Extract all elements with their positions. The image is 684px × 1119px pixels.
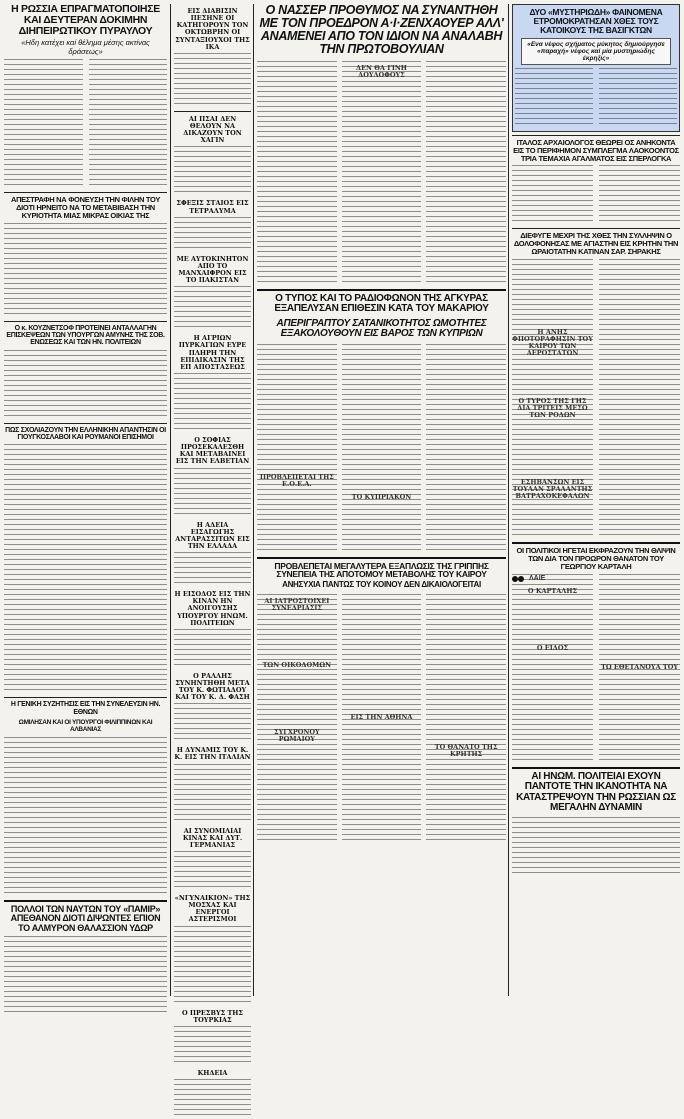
- text-column: [512, 259, 593, 539]
- brief-heading: Η ΕΙΣΟΔΟΣ ΕΙΣ ΤΗΝ ΚΙΝΑΝ ΗΝ ΑΝΟΙΓΟΥΣΗΣ ΥΠΟΥΡΓΟΥ ΗΝΩΜ. ΠΟΛΙΤΕΙΩΝ: [174, 590, 251, 627]
- divider: [4, 423, 167, 424]
- divider: [257, 557, 506, 559]
- brief-body: [174, 629, 251, 669]
- brief-body: [174, 217, 251, 252]
- divider: [257, 289, 506, 291]
- brief-body: [174, 468, 251, 518]
- brief-heading: «ΝΓΥΝΑΙΚΙΟΝ» ΤΗΣ ΜΟΣΧΑΣ ΚΑΙ ΕΝΕΡΓΟΙ ΑΣΤΕΡΙΣΜΟΙ: [174, 894, 251, 924]
- section-heading: ΣΥΓΧΡΟΝΟΥ ΡΩΜΑΙΟΥ: [273, 728, 320, 744]
- section-heading: ΕΣΗΒΑΝΣΩΝ ΕΙΣ ΤΟΥΛΑΝ ΣΡΑΛΑΝΤΗΣ ΒΑΤΡΑΧΟΚΕΦΑΛΩΝ: [512, 478, 593, 501]
- brief-body: [174, 53, 251, 108]
- text-column: [599, 259, 680, 539]
- headline-flu: ΠΡΟΒΛΕΠΕΤΑΙ ΜΕΓΑΛΥΤΕΡΑ ΕΞΑΠΛΩΣΙΣ ΤΗΣ ΓΡΙΠΠΗΣ ΣΥΝΕΠΕΙΑ ΤΗΣ ΑΠΟΤΟΜΟΥ ΜΕΤΑΒΟΛΗΣ ΤΟΥ ΚΑΙΡΟΥ: [274, 560, 489, 580]
- brief-body: [174, 552, 251, 587]
- text-column: [426, 594, 506, 844]
- divider: [174, 111, 251, 112]
- subheadline-rocket: «Ηδη κατέχει καί θέλημα μέσης ακτίνας δράσεως»: [21, 38, 150, 57]
- article-un-body: [4, 737, 167, 897]
- brief-heading: ΜΕ ΑΥΤΟΚΙΝΗΤΟΝ ΑΠΟ ΤΟ ΜΑΝΧΑΙΦΡΟΝ ΕΙΣ ΤΟ ΠΑΚΙΣΤΑΝ: [176, 254, 249, 285]
- lead-headline: Ο ΝΑΣΣΕΡ ΠΡΟΘΥΜΟΣ ΝΑ ΣΥΝΑΝΤΗΘΗ ΜΕ ΤΟΝ ΠΡΟΕΔΡΟΝ Α·Ι·ΖΕΝΧΑΟΥΕΡ ΑΛΛ' ΑΝΑΜΕΝΕΙ ΑΠΟ ΤΟΝ ΙΔΙΟΝ ΝΑ ΑΝΑΛΑΒΗ ΤΗΝ ΠΡΩΤΟΒΟΥΛΙΑΝ: [259, 3, 504, 57]
- headline-cyprus-atrocities: ΑΠΕΡΙΓΡΑΠΤΟΥ ΣΑΤΑΝΙΚΟΤΗΤΟΣ ΩΜΟΤΗΤΕΣ ΕΞΑΚΟΛΟΥΘΟΥΝ ΕΙΣ ΒΑΡΟΣ ΤΩΝ ΚΥΠΡΙΩΝ: [276, 317, 487, 339]
- text-column: [599, 574, 680, 764]
- divider: [4, 900, 167, 902]
- section-heading: Ο ΚΑΡΤΑΛΗΣ: [527, 586, 578, 595]
- section-heading: ΤΩΝ ΟΙΚΟΔΟΜΩΝ: [262, 661, 332, 670]
- brief-heading: Ο ΣΟΦΙΑΣ ΠΡΟΣΕΚΑΛΕΣΘΗ ΚΑΙ ΜΕΤΑΒΑΙΝΕΙ ΕΙΣ ΤΗΝ ΕΛΒΕΤΙΑΝ: [175, 435, 250, 466]
- section-heading: ΤΩ ΕΘΕΤΑΝΟΥΑ ΤΟΥ: [600, 662, 679, 671]
- article-yugoslav-body: [4, 444, 167, 694]
- headline-us-power: ΑΙ ΗΝΩΜ. ΠΟΛΙΤΕΙΑΙ ΕΧΟΥΝ ΠΑΝΤΟΤΕ ΤΗΝ ΙΚΑΝΟΤΗΤΑ ΝΑ ΚΑΤΑΣΤΡΕΨΟΥΝ ΤΗΝ ΡΩΣΣΙΑΝ ΩΣ ΜΕΓΑΛΗΝ ΔΥΝΑΜΙΝ: [516, 770, 676, 814]
- divider: [512, 542, 680, 544]
- brief-body: [174, 1079, 251, 1119]
- subheadline-un-debate: ΩΜΙΛΗΣΑΝ ΚΑΙ ΟΙ ΥΠΟΥΡΓΟΙ ΦΙΛΙΠΠΙΝΩΝ ΚΑΙ ΑΛΒΑΝΙΑΣ: [18, 719, 153, 733]
- article-pamir-body: [4, 936, 167, 1016]
- headline-rocket-test: Η ΡΩΣΣΙΑ ΕΠΡΑΓΜΑΤΟΠΟΙΗΣΕ ΚΑΙ ΔΕΥΤΕΡΑΝ ΔΟΚΙΜΗΝ ΔΙΗΠΕΙΡΩΤΙΚΟΥ ΠΥΡΑΥΛΟΥ: [11, 3, 160, 38]
- brief-heading: ΑΙ ΣΥΝΟΜΙΛΙΑΙ ΚΙΝΑΣ ΚΑΙ ΔΥΤ. ΓΕΡΜΑΝΙΑΣ: [182, 826, 243, 849]
- text-column: [257, 594, 337, 844]
- divider: [4, 192, 167, 193]
- brief-body: [174, 1026, 251, 1066]
- kartalis-article-body: [512, 574, 680, 764]
- headline-pamir: ΠΟΛΛΟΙ ΤΩΝ ΝΑΥΤΩΝ ΤΟΥ «ΠΑΜΙΡ» ΑΠΕΘΑΝΟΝ ΔΙΟΤΙ ΔΙΨΩΝΤΕΣ ΕΠΙΟΝ ΤΟ ΑΛΜΥΡΟΝ ΘΑΛΑΣΣΙΟΝ ΥΔΩΡ: [10, 903, 161, 933]
- column-center: [257, 4, 506, 996]
- article-murder-body: [4, 223, 167, 318]
- text-column: [342, 344, 422, 554]
- divider: [512, 767, 680, 769]
- column-rule: [253, 4, 254, 996]
- divider: [4, 321, 167, 322]
- section-heading: ΤΟ ΚΥΠΡΙΑΚΟΝ: [351, 492, 412, 501]
- divider: [512, 228, 680, 229]
- subheadline-washington: «Ενα νέφος σχήματος μύκητος δημιούργησε «παραχή» νέφος καί μία μυστηριώδης έκρηξις»: [527, 40, 665, 62]
- lead-article-body: [257, 61, 506, 286]
- headline-murder: ΑΠΕΣΤΡΑΦΗ ΝΑ ΦΟΝΕΥΣΗ ΤΗΝ ΦΙΛΗΝ ΤΟΥ ΔΙΟΤΙ ΗΡΝΕΙΤΟ ΝΑ ΤΟ ΜΕΤΑΒΙΒΑΣΗ ΤΗΝ ΚΥΡΙΟΤΗΤΑ ΜΙΑΣ ΜΙΚΡΑΣ ΟΙΚΙΑΣ ΤΗΣ: [10, 195, 161, 220]
- brief-heading: Ο ΡΑΛΛΗΣ ΣΥΝΗΝΤΗΘΗ ΜΕΤΑ ΤΟΥ Κ. ΦΩΤΙΑΔΟΥ ΚΑΙ ΤΟΥ Κ. Δ. ΦΑΣΗ: [175, 671, 250, 702]
- text-column: [257, 61, 337, 286]
- ankara-article-body: [257, 344, 506, 554]
- text-column: [599, 165, 680, 225]
- text-column: [599, 68, 677, 128]
- section-heading: Ο ΕΙΔΟΣ: [536, 643, 569, 652]
- article-rocket-body: [4, 59, 167, 189]
- brief-heading: ΣΦΕΞΙΣ ΣΤΑΙΟΣ ΕΙΣ ΤΕΤΡΑΛΥΜΑ: [176, 199, 249, 215]
- text-column: [257, 344, 337, 554]
- divider: [512, 135, 680, 136]
- brief-body: [174, 764, 251, 824]
- flu-article-body: [257, 594, 506, 844]
- section-heading: ΔΕΝ ΘΑ ΓΙΝΗ ΔΟΥΛΟΦΟΥΣ: [356, 63, 407, 79]
- subheadline-flu: ΑΝΗΣΥΧΙΑ ΠΑΝΤΩΣ ΤΟΥ ΚΟΙΝΟΥ ΔΕΝ ΔΙΚΑΙΟΛΟΓΕΙΤΑΙ: [282, 580, 481, 590]
- brief-heading: ΑΙ ΠΣΑΙ ΔΕΝ ΘΕΛΟΥΝ ΝΑ ΔΙΚΑΖΟΥΝ ΤΟΝ ΧΑΓΙΝ: [183, 114, 242, 145]
- text-column: [4, 59, 83, 189]
- brief-heading: ΚΗΔΕΙΑ: [197, 1068, 228, 1077]
- brief-heading: Ο ΠΡΕΣΒΥΣ ΤΗΣ ΤΟΥΡΚΙΑΣ: [181, 1008, 244, 1024]
- section-heading: ΤΟ ΘΑΝΑΤΟ ΤΗΣ ΚΡΗΤΗΣ: [434, 742, 498, 758]
- text-column: [342, 594, 422, 844]
- column-right: [512, 4, 680, 996]
- section-heading: Η ΑΝΗΣ ΦΠΟΤΟΡΑΦΗΣΙΝ ΤΟΥ ΚΑΙΡΟΥ ΤΩΝ ΑΕΡΟΣΤΑΤΩΝ: [512, 328, 593, 358]
- brief-body: [174, 851, 251, 891]
- brief-body: [174, 926, 251, 1006]
- headline-kartalis: ΟΙ ΠΟΛΙΤΙΚΟΙ ΗΓΕΤΑΙ ΕΚΦΡΑΖΟΥΝ ΤΗΝ ΘΛΙΨΙΝ ΤΩΝ ΔΙΑ ΤΟΝ ΠΡΟΩΡΟΝ ΘΑΝΑΤΟΝ ΤΟΥ ΓΕΩΡΓΙΟΥ ΚΑΡΤΑΛΗ: [516, 546, 676, 571]
- column-briefs: [174, 4, 251, 1077]
- brief-heading: Η ΔΥΝΑΜΙΣ ΤΟΥ Κ. Κ. ΕΙΣ ΤΗΝ ΙΤΑΛΙΑΝ: [174, 746, 251, 762]
- text-column: [342, 61, 422, 286]
- column-left: [4, 4, 167, 996]
- section-heading: ΕΙΣ ΤΗΝ ΑΘΗΝΑ: [350, 712, 413, 721]
- brief-body: [174, 703, 251, 743]
- divider: [4, 697, 167, 698]
- headline-ankara: Ο ΤΥΠΟΣ ΚΑΙ ΤΟ ΡΑΔΙΟΦΩΝΟΝ ΤΗΣ ΑΓΚΥΡΑΣ ΕΞΑΠΕΛΥΣΑΝ ΕΠΙΘΕΣΙΝ ΚΑΤΑ ΤΟΥ ΜΑΚΑΡΙΟΥ: [274, 292, 489, 314]
- text-column: [515, 68, 593, 128]
- article-us-power-body: [512, 817, 680, 877]
- brief-heading: Η ΑΔΕΙΑ ΕΙΣΑΓΩΓΗΣ ΑΝΤΑΡΑΣΣΙΤΩΝ ΕΙΣ ΤΗΝ ΕΛΛΑΔΑ: [175, 520, 250, 550]
- headline-yugoslav: ΠΩΣ ΣΧΟΛΙΑΖΟΥΝ ΤΗΝ ΕΛΛΗΝΙΚΗΝ ΑΠΑΝΤΗΣΙΝ ΟΙ ΓΙΟΥΓΚΟΣΛΑΒΟΙ ΚΑΙ ΡΟΥΜΑΝΟΙ ΕΠΙΣΗΜΟΙ: [5, 426, 166, 442]
- article-kuznetsov-body: [4, 350, 167, 420]
- laocoon-article-body: [512, 165, 680, 225]
- text-column: [512, 574, 593, 764]
- section-heading: Ο ΤΥΡΟΣ ΤΗΣ ΓΗΣ ΔΙΑ ΤΡΙΤΕΙΣ ΜΕΣΩ ΤΩΝ ΡΟΔΩΝ: [517, 396, 588, 419]
- headline-kuznetsov: Ο κ. ΚΟΥΖΝΕΤΣΟΦ ΠΡΟΤΕΙΝΕΙ ΑΝΤΑΛΛΑΓΗΝ ΕΠΙΣΚΕΨΕΩΝ ΤΩΝ ΥΠΟΥΡΓΩΝ ΑΜΥΝΗΣ ΤΗΣ ΣΟΒ. ΕΝΩΣΕΩΣ ΚΑΙ ΤΩΝ ΗΝ. ΠΟΛΙΤΕΙΩΝ: [6, 324, 165, 347]
- headline-crete-murder: ΔΙΕΦΥΓΕ ΜΕΧΡΙ ΤΗΣ ΧΘΕΣ ΤΗΝ ΣΥΛΛΗΨΙΝ Ο ΔΟΛΟΦΟΝΗΣΑΣ ΜΕ ΑΓΙΑΣΤΗΝ ΕΙΣ ΚΡΗΤΗΝ ΤΗΝ ΩΡΑΙΟΤΑΤΗΝ ΚΑΤΙΝΑΝ ΣΑΡ. ΣΗΡΑΚΗΣ: [513, 231, 679, 257]
- text-column: [89, 59, 168, 189]
- column-rule: [170, 4, 171, 996]
- brief-heading: ΕΙΣ ΔΙΑΒΙΣΙΝ ΠΕΣΗΝΕ ΟΙ ΚΑΤΗΓΟΡΟΥΝ ΤΟΝ ΟΚΤΩΒΡΗΝ ΟΙ ΣΥΝΤΑΞΙΟΥΧΟΙ ΤΗΣ ΙΚΑ: [175, 7, 250, 51]
- headline-washington-phenomena: ΔΥΟ «ΜΥΣΤΗΡΙΩΔΗ» ΦΑΙΝΟΜΕΝΑ ΕΤΡΟΜΟΚΡΑΤΗΣΑΝ ΧΘΕΣ ΤΟΥΣ ΚΑΤΟΙΚΟΥΣ ΤΗΣ ΒΑΣΙΓΚΤΩΝ: [529, 7, 663, 35]
- headline-un-debate: Η ΓΕΝΙΚΗ ΣΥΖΗΤΗΣΙΣ ΕΙΣ ΤΗΝ ΣΥΝΕΛΕΥΣΙΝ ΗΝ. ΕΘΝΩΝ: [10, 701, 161, 716]
- column-rule: [508, 4, 509, 996]
- brief-body: [174, 146, 251, 196]
- headline-laocoon: ΙΤΑΛΟΣ ΑΡΧΑΙΟΛΟΓΟΣ ΘΕΩΡΕΙ ΟΣ ΑΝΗΚΟΝΤΑ ΕΙΣ ΤΟ ΠΕΡΙΦΗΜΟΝ ΣΥΜΠΛΕΓΜΑ ΛΑΟΚΟΟΝΤΟΣ ΤΡΙΑ ΤΕΜΑΧΙΑ ΑΓΑΛΜΑΤΟΣ ΕΙΣ ΣΠΕΡΛΟΓΚΑ: [513, 137, 679, 163]
- mark-icon: [512, 574, 526, 584]
- brand-mark: ΛΑΙΕ: [512, 574, 593, 584]
- section-heading: ΠΡΟΒΛΕΠΕΤΑΙ ΤΗΣ Ε.Ο.Ε.Α.: [259, 472, 334, 488]
- section-heading: ΑΙ ΙΑΤΡΟΣΤΟΙΧΕΙ ΣΥΝΕΔΡΙΑΣΙΣ: [264, 596, 330, 612]
- text-column: [512, 165, 593, 225]
- crete-article-body: [512, 259, 680, 539]
- text-column: [426, 344, 506, 554]
- text-column: [426, 61, 506, 286]
- subheadline-box: [521, 38, 671, 65]
- brief-body: [174, 286, 251, 331]
- washington-article-body: [515, 68, 677, 128]
- brief-heading: Η ΑΓΡΙΩΝ ΠΥΡΚΑΓΙΩΝ ΕΥΡΕ ΠΛΗΡΗ ΤΗΝ ΕΠΙΔΙΚΑΣΙΝ ΤΗΣ ΕΠ ΑΠΟΣΤΑΣΕΩΣ: [178, 334, 247, 371]
- brief-body: [174, 373, 251, 433]
- washington-box: [512, 4, 680, 132]
